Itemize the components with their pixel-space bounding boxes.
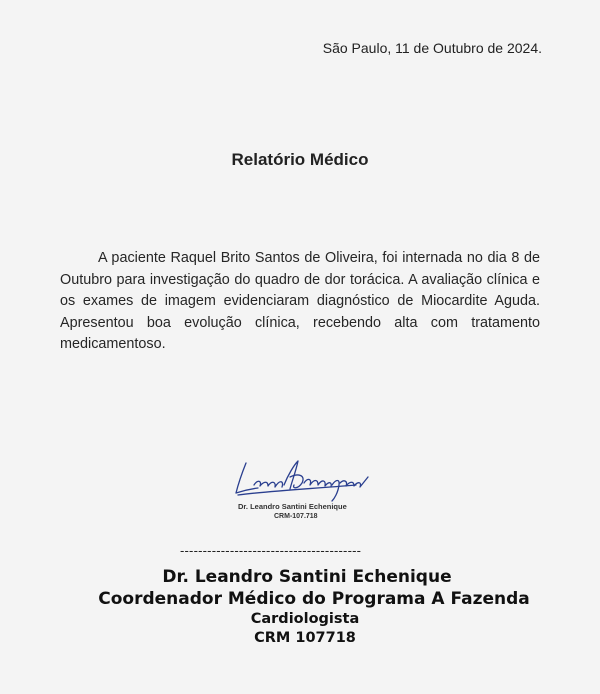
signer-block [0, 566, 600, 648]
handwritten-signature [228, 455, 388, 505]
document-date: São Paulo, 11 de Outubro de 2024. [322, 40, 542, 56]
signer-specialty: Cardiologista [250, 611, 360, 627]
signature-stamp [228, 455, 388, 525]
signer-role: Coordenador Médico do Programa A Fazenda [98, 589, 530, 609]
stamp-doctor-name: Dr. Leandro Santini Echenique [238, 502, 347, 511]
signature-line: ---------------------------------------- [180, 543, 362, 558]
stamp-crm: CRM-107.718 [274, 513, 318, 520]
signer-crm: CRM 107718 [254, 630, 356, 646]
signer-name: Dr. Leandro Santini Echenique [162, 567, 452, 587]
document-title: Relatório Médico [231, 150, 369, 169]
report-paragraph: A paciente Raquel Brito Santos de Oliveira, foi internada no dia 8 de Outubro para investigação do quadro de dor torácica. A avaliação clínica e os exames de imagem evidenciaram diagnóstico de Miocardite Aguda. Apresentou boa evolução clínica, recebendo alta com tratamento medicamentoso. [60, 250, 540, 352]
